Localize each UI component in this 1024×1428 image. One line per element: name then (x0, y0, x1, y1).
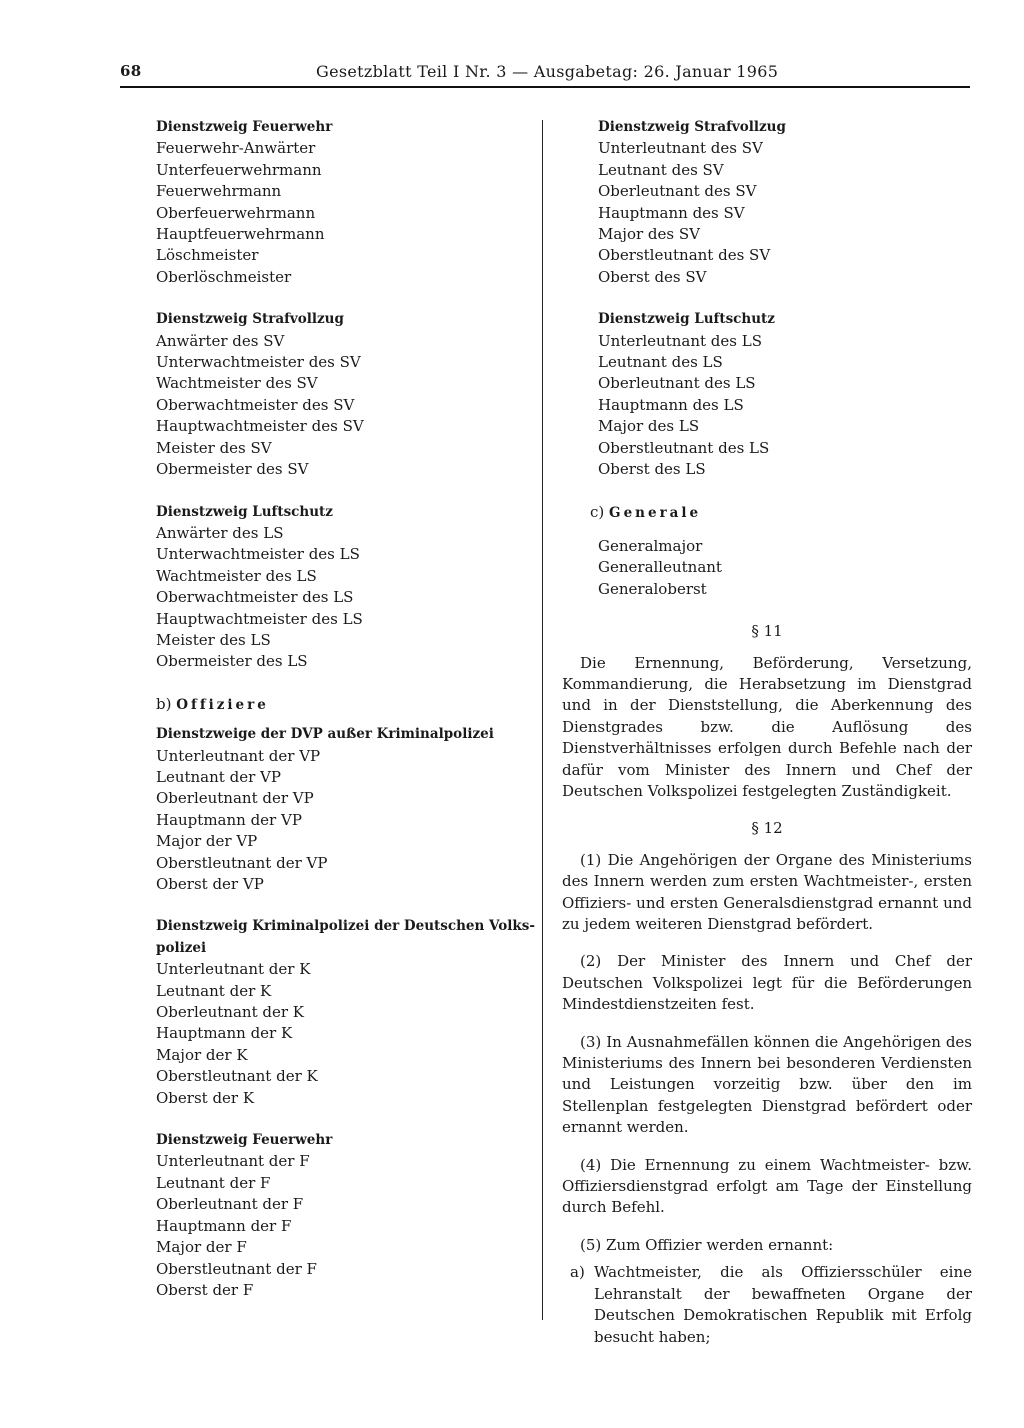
paragraph-11-text (562, 653, 972, 803)
paragraph-12-1 (562, 850, 972, 936)
category-label: Generale (609, 504, 702, 521)
list-item: Unterleutnant der K (156, 960, 311, 979)
section-luftschutz-wachtmeister (156, 502, 536, 673)
list-item: Löschmeister (156, 246, 259, 265)
paragraph-12-5: (5) Zum Offizier werden ernannt: (580, 1235, 834, 1254)
list-item: Feuerwehr-Anwärter (156, 139, 316, 158)
section-strafvollzug-offiziere (598, 117, 972, 288)
list-item: Hauptwachtmeister des SV (156, 417, 364, 436)
header-rule (120, 86, 970, 88)
list-item: Hauptmann des LS (598, 395, 744, 414)
section-generale (598, 536, 972, 600)
list-item: Hauptfeuerwehrmann (156, 225, 325, 244)
section-heading: Dienstzweig Strafvollzug (156, 311, 344, 328)
list-item: Unterleutnant des SV (598, 139, 763, 158)
list-item: Oberstleutnant der K (156, 1067, 318, 1086)
list-item: Oberleutnant des LS (598, 374, 756, 393)
right-column (562, 117, 972, 1348)
list-item: Oberfeuerwehrmann (156, 203, 316, 222)
section-heading: Dienstzweig Feuerwehr (156, 1132, 333, 1149)
paragraph-12-1-body: (1) Die Angehörigen der Organe des Ministeriums des Innern werden zum ersten Wachtmeister-, ersten Offiziers- und ersten Generalsdienstgrad ernannt und zu jedem weiteren Dienstgrad befördert. (562, 850, 972, 933)
list-item: Unterleutnant der F (156, 1152, 310, 1171)
list-item: Hauptmann der VP (156, 810, 302, 829)
running-title: Gesetzblatt Teil I Nr. 3 — Ausgabetag: 26. Januar 1965 (316, 62, 779, 81)
list-item: Leutnant der VP (156, 767, 281, 786)
section-feuerwehr-wachtmeister (156, 117, 536, 288)
list-item: Wachtmeister des LS (156, 566, 317, 585)
list-item: Oberst der F (156, 1280, 254, 1299)
list-item: Oberleutnant der F (156, 1195, 304, 1214)
paragraph-12-heading: § 12 (751, 819, 783, 838)
list-item: Oberst des SV (598, 267, 707, 286)
section-kripo-offiziere (156, 916, 536, 1109)
paragraph-12-2-body: (2) Der Minister des Innern und Chef der Deutschen Volkspolizei legt für die Beförderungen Mindestdienstzeiten fest. (562, 952, 972, 1014)
category-marker: c) (590, 502, 605, 521)
list-item: Leutnant der F (156, 1173, 271, 1192)
list-item: Major des SV (598, 225, 700, 244)
section-feuerwehr-offiziere (156, 1130, 536, 1301)
section-heading: Dienstzweig Feuerwehr (156, 119, 333, 135)
list-item: Unterleutnant der VP (156, 746, 321, 765)
section-luftschutz-offiziere (598, 309, 972, 480)
section-heading-cont: polizei (156, 939, 207, 956)
paragraph-12-4-body: (4) Die Ernennung zu einem Wachtmeister- bzw. Offiziersdienstgrad erfolgt am Tage der Einstellung durch Befehl. (562, 1155, 972, 1217)
page-header (120, 56, 970, 88)
category-marker: b) (156, 694, 172, 713)
paragraph-12-4 (562, 1155, 972, 1219)
list-item: Oberwachtmeister des SV (156, 395, 355, 414)
list-item: Generaloberst (598, 579, 707, 598)
list-item: Oberstleutnant des SV (598, 246, 771, 265)
list-item: Feuerwehrmann (156, 182, 282, 201)
list-item: Leutnant des LS (598, 353, 723, 372)
list-item: Oberstleutnant der F (156, 1259, 317, 1278)
list-item: Unterwachtmeister des LS (156, 545, 360, 564)
list-item: Generalmajor (598, 536, 703, 555)
list-item: Oberst der VP (156, 875, 264, 893)
list-item: Oberstleutnant des LS (598, 438, 770, 457)
list-item: Hauptwachtmeister des LS (156, 609, 363, 628)
list-item: Meister des LS (156, 630, 271, 649)
section-heading: Dienstzweige der DVP außer Kriminalpolizei (156, 726, 494, 743)
paragraph-12-5-a (562, 1262, 972, 1348)
list-item: Oberleutnant des SV (598, 182, 757, 201)
list-item: Oberst der K (156, 1088, 255, 1107)
list-item: Oberleutnant der VP (156, 789, 314, 808)
list-item: Oberleutnant der K (156, 1003, 304, 1022)
list-item: Leutnant der K (156, 981, 272, 1000)
list-item: Unterfeuerwehrmann (156, 160, 322, 179)
list-item: Major der VP (156, 832, 258, 851)
list-item: Leutnant des SV (598, 160, 724, 179)
list-item: Anwärter des SV (156, 331, 285, 350)
list-item: Unterleutnant des LS (598, 331, 762, 350)
list-item: Oberst des LS (598, 460, 706, 479)
list-item: Hauptmann der K (156, 1024, 293, 1043)
sub-item-text: Wachtmeister, die als Offiziersschüler eine Lehranstalt der bewaffneten Organe der Deutschen Demokratischen Republik mit Erfolg besucht haben; (594, 1263, 972, 1346)
list-item: Hauptmann der F (156, 1216, 292, 1235)
sub-item-marker: a) (570, 1263, 585, 1282)
section-heading: Dienstzweig Kriminalpolizei der Deutschen Volks- (156, 918, 535, 935)
list-item: Obermeister des LS (156, 652, 308, 671)
list-item: Major der K (156, 1045, 248, 1064)
list-item: Generalleutnant (598, 558, 722, 577)
section-strafvollzug-wachtmeister (156, 309, 536, 480)
left-column (156, 117, 536, 1322)
column-divider (542, 120, 543, 1320)
list-item: Oberlöschmeister (156, 267, 292, 286)
list-item: Wachtmeister des SV (156, 374, 318, 393)
section-heading: Dienstzweig Luftschutz (598, 311, 775, 328)
paragraph-12-3 (562, 1032, 972, 1139)
category-offiziere (156, 694, 536, 716)
paragraph-12-3-body: (3) In Ausnahmefällen können die Angehörigen des Ministeriums des Innern bei besonderen Verdiensten und Leistungen vorzeitig bzw. über den im Stellenplan festgelegten Dienstgrad befördert oder ernannt werden. (562, 1032, 972, 1137)
list-item: Meister des SV (156, 438, 272, 457)
list-item: Oberwachtmeister des LS (156, 588, 354, 607)
paragraph-11-heading: § 11 (751, 622, 783, 641)
paragraph-12-2 (562, 951, 972, 1015)
page-number: 68 (120, 62, 142, 80)
list-item: Unterwachtmeister des SV (156, 353, 361, 372)
list-item: Hauptmann des SV (598, 203, 745, 222)
list-item: Major des LS (598, 417, 700, 436)
section-dvp-offiziere (156, 724, 536, 895)
list-item: Major der F (156, 1238, 247, 1257)
list-item: Anwärter des LS (156, 523, 284, 542)
list-item: Oberstleutnant der VP (156, 853, 328, 872)
section-heading: Dienstzweig Luftschutz (156, 503, 333, 520)
category-generale (590, 502, 972, 524)
paragraph-11-body: Die Ernennung, Beförderung, Versetzung, Kommandierung, die Herabsetzung im Dienstgrad und in der Dienststellung, die Aberkennung des Dienstgrades bzw. die Auflösung des Dienstverhältnisses erfolgen durch Befehle nach der dafür vom Minister des Innern und Chef der Deutschen Volkspolizei festgelegten Zuständigkeit. (562, 653, 972, 800)
list-item: Obermeister des SV (156, 460, 309, 479)
category-label: Offiziere (176, 696, 269, 713)
section-heading: Dienstzweig Strafvollzug (598, 119, 786, 135)
